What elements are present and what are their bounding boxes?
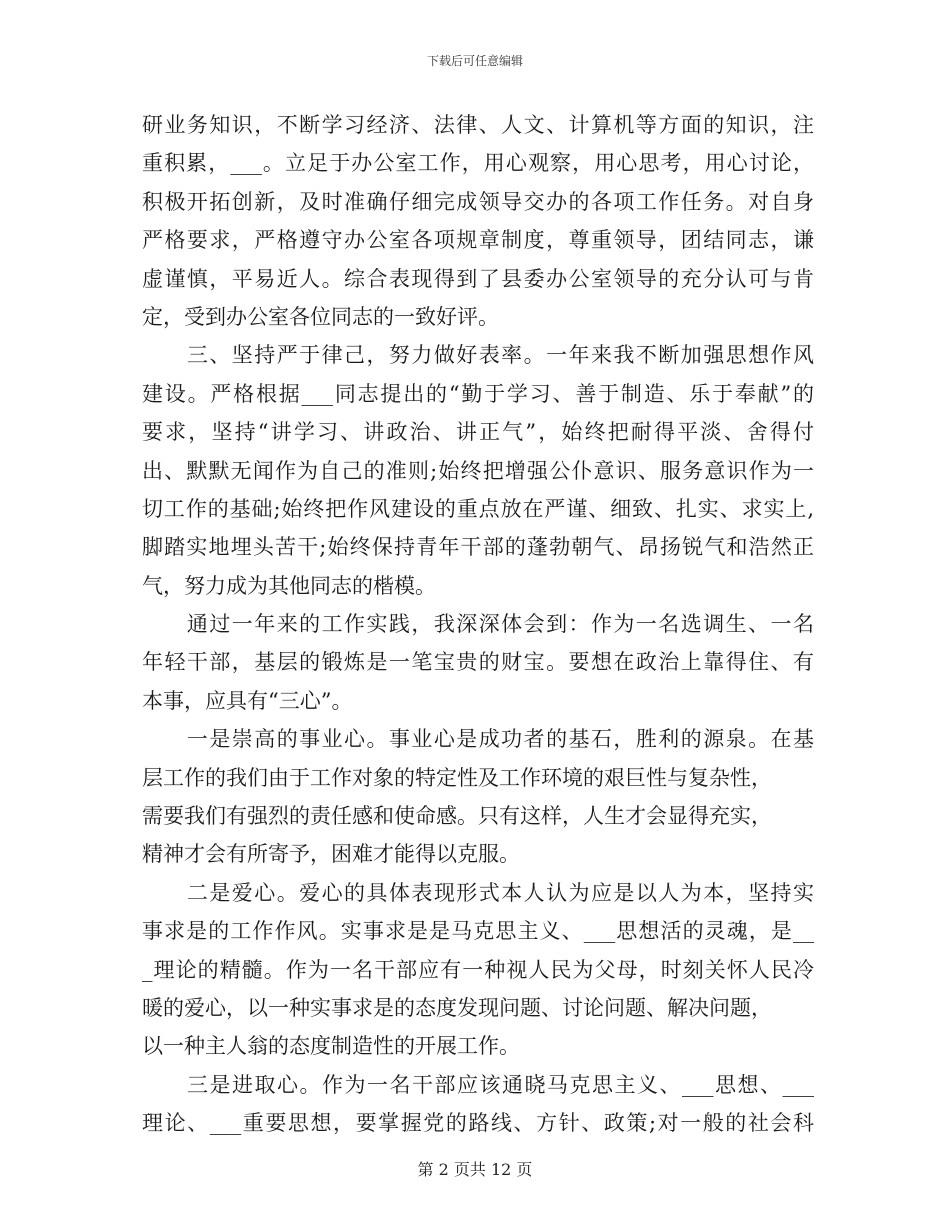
text-line: 一是崇高的事业心。事业心是成功者的基石，胜利的源泉。在基 — [142, 727, 814, 752]
page-header: 下载后可任意编辑 — [426, 54, 523, 68]
document-body — [142, 106, 814, 1143]
text-line: 二是爱心。爱心的具体表现形式本人认为应是以人为本，坚持实 — [142, 880, 814, 905]
text-line: 事求是的工作作风。实事求是是马克思主义、___思想活的灵魂，是__ — [142, 919, 814, 944]
text-line: 气，努力成为其他同志的楷模。 — [142, 573, 436, 598]
text-line: 本事，应具有“三心”。 — [142, 688, 353, 713]
text-line: 积极开拓创新，及时准确仔细完成领导交办的各项工作任务。对自身 — [142, 189, 814, 214]
text-line: 切工作的基础;始终把作风建设的重点放在严谨、细致、扎实、求实上, — [142, 496, 814, 521]
text-line: 暖的爱心，以一种实事求是的态度发现问题、讨论问题、解决问题， — [142, 995, 772, 1020]
text-line: 定，受到办公室各位同志的一致好评。 — [142, 304, 499, 329]
text-line: 脚踏实地埋头苦干;始终保持青年干部的蓬勃朝气、昂扬锐气和浩然正 — [142, 535, 814, 560]
text-line: 建设。严格根据___同志提出的“勤于学习、善于制造、乐于奉献”的 — [142, 381, 814, 406]
text-line: 三是进取心。作为一名干部应该通晓马克思主义、___思想、___ — [142, 1072, 814, 1097]
text-line: 研业务知识，不断学习经济、法律、人文、计算机等方面的知识，注 — [142, 113, 814, 137]
text-line: 虚谨慎，平易近人。综合表现得到了县委办公室领导的充分认可与肯 — [142, 266, 814, 291]
text-line: 层工作的我们由于工作对象的特定性及工作环境的艰巨性与复杂性， — [142, 765, 772, 790]
text-line: _理论的精髓。作为一名干部应有一种视人民为父母，时刻关怀人民冷 — [142, 957, 814, 982]
text-line: 精神才会有所寄予，困难才能得以克服。 — [142, 842, 520, 867]
text-line: 通过一年来的工作实践，我深深体会到：作为一名选调生、一名 — [142, 612, 814, 637]
text-line: 年轻干部，基层的锻炼是一笔宝贵的财宝。要想在政治上靠得住、有 — [142, 650, 814, 675]
page-footer: 第 2 页共 12 页 — [417, 1160, 533, 1179]
text-line: 严格要求，严格遵守办公室各项规章制度，尊重领导，团结同志，谦 — [142, 228, 814, 253]
text-line: 出、默默无闻作为自己的准则;始终把增强公仆意识、服务意识作为一 — [142, 458, 814, 483]
text-line: 以一种主人翁的态度制造性的开展工作。 — [142, 1034, 520, 1059]
text-line: 三、坚持严于律己，努力做好表率。一年来我不断加强思想作风 — [142, 343, 814, 368]
text-line: 需要我们有强烈的责任感和使命感。只有这样，人生才会显得充实， — [142, 804, 772, 829]
text-line: 要求，坚持“讲学习、讲政治、讲正气”，始终把耐得平淡、舍得付 — [142, 420, 814, 445]
text-line: 重积累，___。立足于办公室工作，用心观察，用心思考，用心讨论， — [142, 151, 814, 176]
text-line: 理论、___重要思想，要掌握党的路线、方针、政策;对一般的社会科 — [142, 1111, 814, 1136]
